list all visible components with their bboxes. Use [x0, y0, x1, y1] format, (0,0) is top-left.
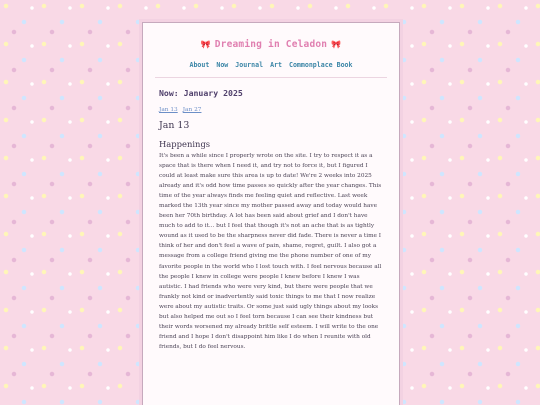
site-header [143, 23, 399, 69]
nav-about[interactable]: About [189, 61, 210, 69]
main-content [143, 78, 399, 352]
entry-date-heading: Jan 13 [159, 120, 190, 131]
nav-now[interactable]: Now [216, 61, 229, 69]
site-title-text: Dreaming in Celadon [214, 39, 328, 50]
nav-commonplace-book[interactable]: Commonplace Book [288, 61, 353, 69]
main-nav [143, 61, 399, 69]
nav-journal[interactable]: Journal [235, 61, 264, 69]
bow-icon-left: 🎀 [200, 40, 211, 49]
anchor-link-jan-27[interactable]: Jan 27 [182, 107, 202, 113]
content-card [142, 22, 400, 405]
bow-icon-right: 🎀 [331, 40, 342, 49]
entry-body-text: It's been a while since I properly wrote on the site. I try to respect it as a space that is there when I need it, and try not to force it, but I figured I could at least make sure this area is up to date! We're 2 weeks into 2025 already and it's odd how time passes so quickly after the year changes. This time of the year always finds me feeling quiet and reflective. Last week marked the 13th year since my mother passed away and today would have been her 70th birthday. A lot has been said about grief and I don't have much to add to it... but I feel that though it's not an ache that is as tightly wound as it used to be the sharpness never did fade. There is never a time I think of her and don't feel a wave of pain, shame, regret, guilt. I also got a message from a college friend giving me the phone number of one of my favorite people in the world who I lost touch with. I feel nervous because all the people I knew in college were people I knew before I knew I was autistic. I had friends who were very kind, but there were people that we frankly not kind or inadvertently said toxic things to me that I now realize were about my autistic traits. Or some just said ugly things about my looks but also helped me out so I feel torn because I can see their kindness but their words worsened my already brittle self esteem. I will write to the one friend and I hope I don't disappoint him like I do when I reunite with old friends, but I do feel nervous. [159, 153, 382, 350]
section-heading: Happenings [159, 139, 211, 149]
site-title[interactable] [201, 39, 342, 50]
anchor-link-jan-13[interactable]: Jan 13 [159, 107, 178, 113]
nav-art[interactable]: Art [270, 61, 282, 69]
page-title: Now: January 2025 [159, 88, 243, 98]
date-anchor-links [159, 107, 383, 113]
